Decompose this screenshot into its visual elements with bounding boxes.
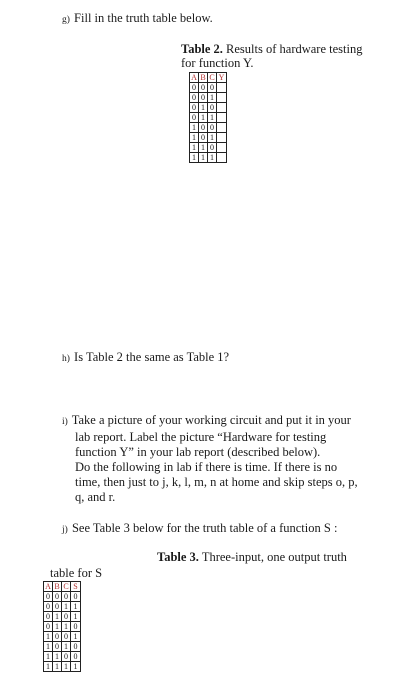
table3-cell: 0 bbox=[53, 602, 62, 612]
table3-header-cell: A bbox=[45, 582, 51, 591]
table2-cell: 1 bbox=[190, 153, 199, 163]
table3-cell: 1 bbox=[62, 662, 71, 672]
table3-cell: 0 bbox=[62, 612, 71, 622]
table2-header-cell: C bbox=[209, 73, 215, 82]
table3-cell: 0 bbox=[44, 602, 53, 612]
table3-row bbox=[44, 642, 81, 652]
table3-cell: 0 bbox=[71, 592, 81, 602]
table3-cell: 0 bbox=[62, 592, 71, 602]
question-i-line-0: Take a picture of your working circuit and put it in your bbox=[71, 413, 351, 427]
table3-cell: 0 bbox=[44, 592, 53, 602]
table2-cell: 1 bbox=[208, 93, 217, 103]
question-i-line bbox=[62, 490, 358, 505]
table2-cell: 1 bbox=[208, 133, 217, 143]
question-i-line bbox=[62, 475, 358, 490]
table3-caption-text: Three-input, one output truth bbox=[201, 550, 347, 564]
table2-cell: 0 bbox=[190, 113, 199, 123]
table3-cell: 0 bbox=[62, 632, 71, 642]
table2-row bbox=[190, 103, 227, 113]
table2-cell: 0 bbox=[208, 123, 217, 133]
table2-cell: 0 bbox=[199, 93, 208, 103]
table3-row bbox=[44, 592, 81, 602]
table3-cell: 1 bbox=[53, 622, 62, 632]
table2-cell: 1 bbox=[190, 143, 199, 153]
table3-cell: 1 bbox=[62, 642, 71, 652]
table2-cell: 1 bbox=[199, 103, 208, 113]
table2-cell: 1 bbox=[199, 143, 208, 153]
table2-row bbox=[190, 83, 227, 93]
table2-header-row bbox=[190, 73, 227, 83]
table2-cell: 1 bbox=[208, 113, 217, 123]
table3-cell: 1 bbox=[44, 652, 53, 662]
table2-cell bbox=[217, 93, 227, 103]
table2-cell: 0 bbox=[199, 83, 208, 93]
question-i bbox=[62, 413, 358, 505]
table2-cell bbox=[217, 133, 227, 143]
question-g bbox=[62, 11, 213, 28]
table2-row bbox=[190, 153, 227, 163]
table3-row bbox=[44, 612, 81, 622]
table2-truth-table bbox=[189, 72, 227, 163]
table3-row bbox=[44, 632, 81, 642]
table3-row bbox=[44, 652, 81, 662]
table3-truth-table bbox=[43, 581, 81, 672]
table3-cell: 1 bbox=[44, 632, 53, 642]
table3-cell: 0 bbox=[71, 622, 81, 632]
question-j bbox=[62, 521, 337, 538]
table3-cell: 0 bbox=[44, 622, 53, 632]
question-g-label: g) bbox=[62, 15, 70, 25]
table2-cell: 0 bbox=[208, 103, 217, 113]
table3-header-cell: C bbox=[63, 582, 69, 591]
table2-cell: 0 bbox=[199, 133, 208, 143]
table3-header-row bbox=[44, 582, 81, 592]
question-j-label: j) bbox=[62, 525, 68, 535]
table3-body bbox=[44, 582, 81, 672]
table2-caption-number: Table 2. bbox=[181, 42, 223, 56]
table3-caption-line2: table for S bbox=[50, 566, 103, 580]
table2-cell bbox=[217, 143, 227, 153]
table2-cell: 0 bbox=[208, 83, 217, 93]
table3-caption bbox=[157, 550, 347, 564]
table3-cell: 1 bbox=[71, 602, 81, 612]
table3-row bbox=[44, 662, 81, 672]
table2-cell: 1 bbox=[190, 123, 199, 133]
table3-cell: 1 bbox=[62, 602, 71, 612]
table3-cell: 1 bbox=[71, 632, 81, 642]
table2-header-cell: A bbox=[191, 73, 197, 82]
table3-row bbox=[44, 602, 81, 612]
table2-cell: 0 bbox=[190, 83, 199, 93]
table2-body bbox=[190, 73, 227, 163]
table3-cell: 1 bbox=[44, 662, 53, 672]
question-i-line bbox=[62, 430, 358, 445]
table2-cell: 0 bbox=[190, 93, 199, 103]
question-g-text: Fill in the truth table below. bbox=[74, 11, 213, 25]
question-i-line bbox=[62, 445, 358, 460]
question-i-line-3: Do the following in lab if there is time. If there is no bbox=[75, 460, 338, 474]
table3-header-cell: B bbox=[54, 582, 60, 591]
table2-caption-line2: for function Y. bbox=[181, 56, 254, 70]
table3-cell: 1 bbox=[53, 652, 62, 662]
table2-cell bbox=[217, 83, 227, 93]
question-j-text: See Table 3 below for the truth table of a function S : bbox=[71, 521, 338, 535]
table2-header-cell: B bbox=[200, 73, 206, 82]
table3-cell: 0 bbox=[62, 652, 71, 662]
table2-row bbox=[190, 113, 227, 123]
table2-cell: 1 bbox=[199, 113, 208, 123]
question-i-line-2: function Y” in your lab report (described below). bbox=[75, 445, 321, 459]
table3-cell: 1 bbox=[44, 642, 53, 652]
table2-row bbox=[190, 123, 227, 133]
table2-cell: 0 bbox=[208, 143, 217, 153]
table3-caption-number: Table 3. bbox=[157, 550, 199, 564]
table3-header-cell: S bbox=[71, 582, 81, 592]
table3-cell: 1 bbox=[71, 612, 81, 622]
table2-row bbox=[190, 143, 227, 153]
table3-cell: 0 bbox=[53, 632, 62, 642]
table3-cell: 0 bbox=[53, 592, 62, 602]
table2-cell bbox=[217, 113, 227, 123]
question-i-line-4: time, then just to j, k, l, m, n at home and skip steps o, p, bbox=[75, 475, 358, 489]
table2-cell bbox=[217, 103, 227, 113]
table3-cell: 0 bbox=[44, 612, 53, 622]
table3-cell: 1 bbox=[53, 662, 62, 672]
table2-cell: 0 bbox=[199, 123, 208, 133]
question-h bbox=[62, 350, 229, 367]
table3-cell: 1 bbox=[53, 612, 62, 622]
question-i-line bbox=[62, 413, 358, 430]
question-h-label: h) bbox=[62, 354, 70, 364]
table2-cell bbox=[217, 153, 227, 163]
question-i-line-5: q, and r. bbox=[75, 490, 116, 504]
question-i-line bbox=[62, 460, 358, 475]
question-i-line-1: lab report. Label the picture “Hardware for testing bbox=[75, 430, 327, 444]
table2-cell bbox=[217, 123, 227, 133]
question-i-label: i) bbox=[62, 417, 68, 427]
table2-cell: 1 bbox=[190, 133, 199, 143]
table2-caption-text: Results of hardware testing bbox=[226, 42, 363, 56]
table2-row bbox=[190, 93, 227, 103]
table3-cell: 0 bbox=[71, 642, 81, 652]
table2-header-cell: Y bbox=[217, 73, 227, 83]
table2-caption bbox=[181, 42, 362, 70]
table3-cell: 1 bbox=[62, 622, 71, 632]
table3-cell: 0 bbox=[71, 652, 81, 662]
table2-row bbox=[190, 133, 227, 143]
table2-cell: 0 bbox=[190, 103, 199, 113]
table2-cell: 1 bbox=[208, 153, 217, 163]
table3-cell: 1 bbox=[71, 662, 81, 672]
question-h-text: Is Table 2 the same as Table 1? bbox=[74, 350, 230, 364]
table3-row bbox=[44, 622, 81, 632]
table2-cell: 1 bbox=[199, 153, 208, 163]
table3-cell: 0 bbox=[53, 642, 62, 652]
